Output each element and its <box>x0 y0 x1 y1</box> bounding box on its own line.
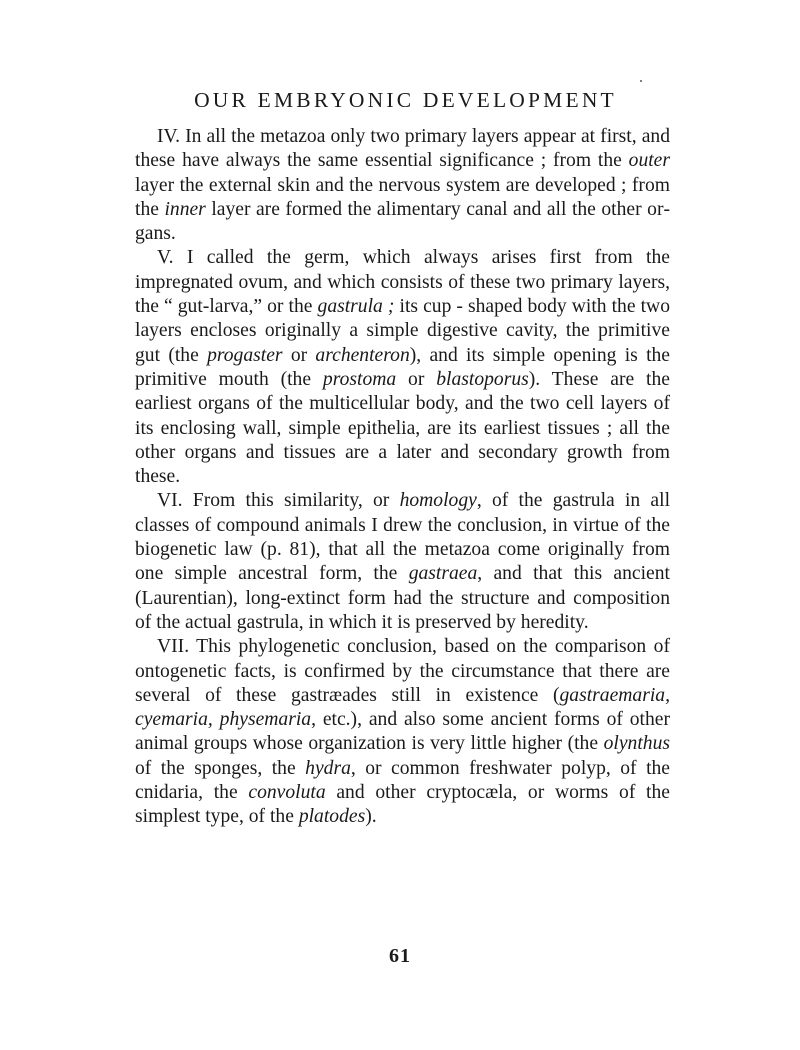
text-run: ). These are the earliest organs of the multicellular body, and the two cell layers of its enclosing wall, simple epithelia, are its earliest tissues ; all the other organs and tissues are a later and secondary growth from these. <box>135 368 670 488</box>
italic-text-run: archenteron <box>315 344 410 366</box>
text-run: its cup - shaped body with the two layers encloses originally a simple digestive cavity, the primitive gut (the <box>135 296 671 366</box>
text-run: layer the external skin and the nervous system are developed ; from the <box>135 174 670 220</box>
text-run: V. I called the germ, which always arises first from the impregnated ovum, and which consists of these two primary layers, the “ gut-larva,” or the <box>135 247 670 318</box>
italic-text-run: homology <box>399 490 477 512</box>
italic-text-run: progaster <box>207 344 283 366</box>
italic-text-run: blastoporus <box>436 368 529 390</box>
paragraph-vii <box>135 635 670 829</box>
text-run: ). <box>365 806 377 828</box>
text-run: , etc.), and also some ancient forms of other animal groups whose organization is very little higher (the <box>135 709 670 755</box>
italic-text-run: gastrula ; <box>317 296 395 318</box>
text-run: , of the gastrula in all classes of compound animals I drew the conclusion, in virtue of the biogenetic law (p. 81), that all the metazoa come originally from one simple ancestral form, the <box>135 490 671 585</box>
body-text <box>135 125 670 830</box>
italic-text-run: gastraea <box>408 563 478 585</box>
text-run: or <box>282 344 316 366</box>
italic-text-run: olynthus <box>603 733 670 755</box>
text-run: , or common freshwater polyp, of the cnidaria, the <box>135 757 671 804</box>
text-run: and other cryptocæla, or worms of the simplest type, of the <box>135 782 670 828</box>
italic-text-run: platodes <box>298 806 366 828</box>
italic-text-run: inner <box>164 198 206 220</box>
italic-text-run: outer <box>628 150 670 172</box>
text-run: , and that this ancient (Laurentian), long-extinct form had the structure and composition of the actual gastrula, in which it is preserved by heredity. <box>135 563 670 633</box>
text-run: ), and its simple opening is the primitive mouth (the <box>135 344 671 390</box>
italic-text-run: prostoma <box>322 368 397 390</box>
italic-text-run: hydra <box>305 757 351 779</box>
text-run: VI. From this similarity, or <box>157 490 400 512</box>
paragraph-v <box>135 246 670 489</box>
italic-text-run: convoluta <box>248 782 326 804</box>
text-run: VII. This phylogenetic conclusion, based on the comparison of ontogenetic facts, is confirmed by the circumstance that there are several of these gastræades still in existence ( <box>135 636 670 706</box>
paragraph-iv <box>135 125 670 246</box>
text-run: or <box>396 368 437 390</box>
page-number: 61 <box>389 945 411 967</box>
text-run: layer are formed the alimentary canal and all the other organs. <box>135 198 670 245</box>
print-speck <box>640 80 642 82</box>
italic-text-run: gastraemaria, cyemaria, physemaria <box>135 684 670 731</box>
text-run: of the sponges, the <box>135 757 306 779</box>
text-run: IV. In all the metazoa only two primary layers appear at first, and these have always the same essential significance ; from the <box>135 126 670 172</box>
page-body <box>135 88 670 830</box>
paragraph-vi <box>135 489 670 635</box>
running-title: OUR EMBRYONIC DEVELOPMENT <box>194 88 617 112</box>
